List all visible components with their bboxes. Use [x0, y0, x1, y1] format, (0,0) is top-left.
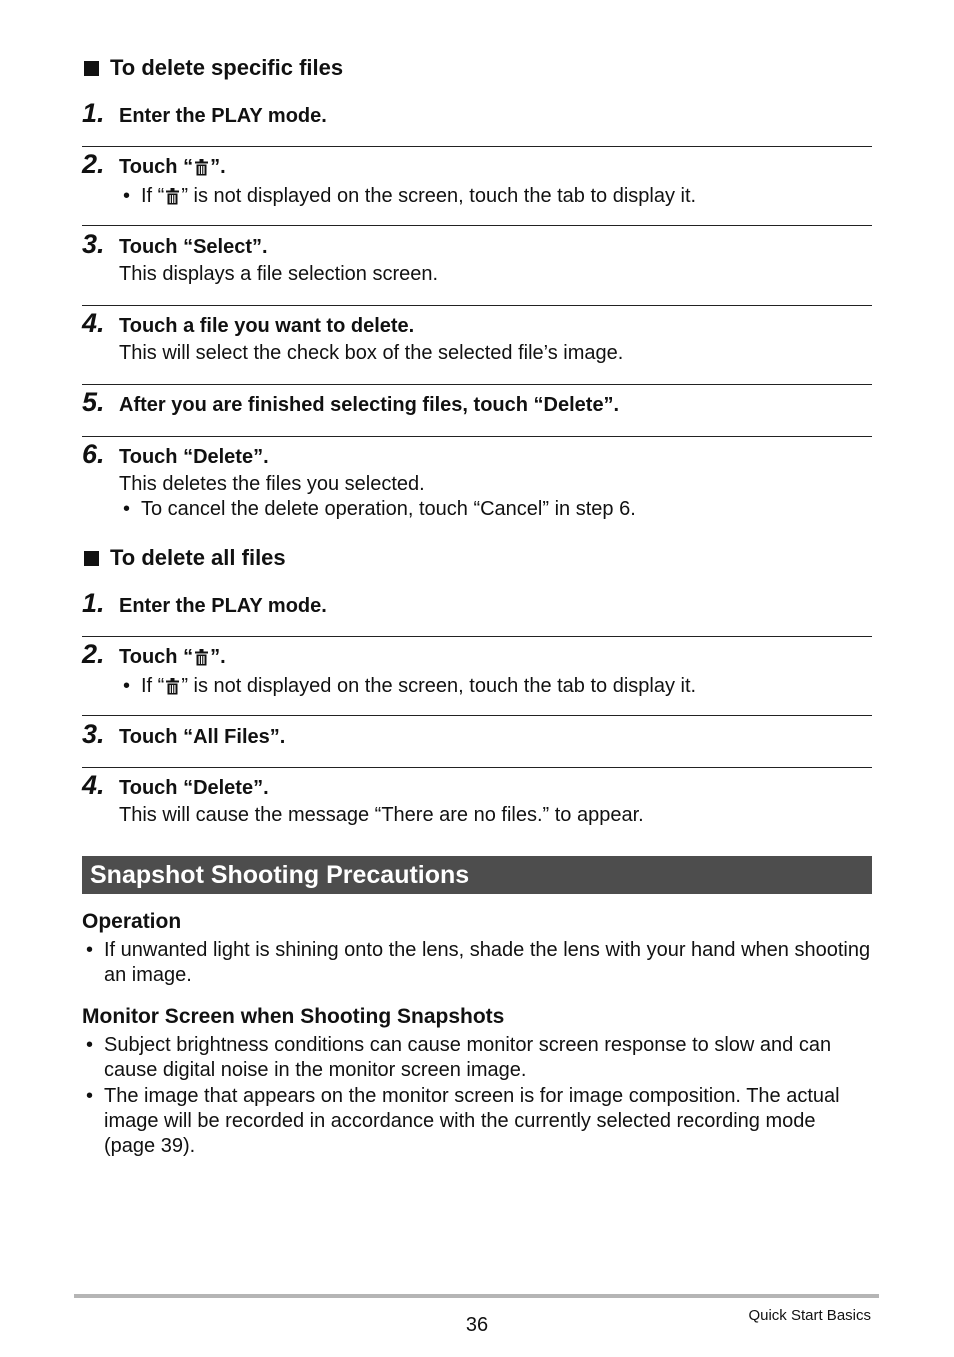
- step-title: Touch a file you want to delete.: [119, 315, 415, 337]
- step-title: After you are finished selecting files, touch “Delete”.: [119, 394, 620, 416]
- step-title: Touch “ ”.: [119, 156, 226, 178]
- monitor-list: [82, 1033, 872, 1159]
- step-title: Touch “Select”.: [119, 236, 268, 258]
- section-banner: Snapshot Shooting Precautions: [82, 856, 872, 894]
- step: [82, 149, 872, 209]
- step: [82, 770, 872, 828]
- step-number: 6.: [82, 439, 105, 469]
- footer-section-label: Quick Start Basics: [748, 1307, 871, 1324]
- step-number: 1.: [82, 98, 105, 128]
- divider: [82, 636, 872, 637]
- trash-icon: [166, 188, 179, 205]
- step-number: 2.: [82, 149, 105, 179]
- section-heading-delete-specific: To delete specific files: [84, 55, 343, 81]
- step: [82, 439, 872, 522]
- step: [82, 639, 872, 699]
- trash-icon: [195, 649, 208, 666]
- divider: [82, 225, 872, 226]
- step-number: 3.: [82, 719, 105, 749]
- divider: [82, 146, 872, 147]
- step-title: Enter the PLAY mode.: [119, 595, 327, 617]
- trash-icon: [166, 678, 179, 695]
- list-item: • The image that appears on the monitor screen is for image composition. The actual image will be recorded in accordance with the currently selected recording mode (page 39).: [86, 1085, 840, 1157]
- step-description: This displays a file selection screen.: [119, 263, 439, 285]
- step: [82, 588, 872, 618]
- step-bullet: • If “ ” is not displayed on the screen, touch the tab to display it.: [123, 185, 697, 207]
- list-item: • If unwanted light is shining onto the lens, shade the lens with your hand when shooting an image.: [86, 939, 871, 986]
- step-description: This deletes the files you selected.: [119, 473, 425, 495]
- step: [82, 387, 872, 417]
- footer-rule: [74, 1294, 879, 1298]
- step-description: This will select the check box of the selected file’s image.: [119, 342, 624, 364]
- step-title: Touch “ ”.: [119, 646, 226, 668]
- step: [82, 308, 872, 366]
- divider: [82, 436, 872, 437]
- step-bullet: • To cancel the delete operation, touch “Cancel” in step 6.: [123, 498, 636, 520]
- step-number: 3.: [82, 229, 105, 259]
- step: [82, 719, 872, 749]
- divider: [82, 305, 872, 306]
- step-title: Touch “Delete”.: [119, 777, 269, 799]
- step-description: This will cause the message “There are no files.” to appear.: [119, 804, 644, 826]
- step: [82, 98, 872, 128]
- step-number: 5.: [82, 387, 105, 417]
- page-number: 36: [465, 1314, 489, 1336]
- divider: [82, 384, 872, 385]
- trash-icon: [195, 159, 208, 176]
- step-title: Touch “Delete”.: [119, 446, 269, 468]
- step: [82, 229, 872, 287]
- step-number: 4.: [82, 770, 105, 800]
- square-bullet-icon: [84, 551, 99, 566]
- section-heading-delete-all: To delete all files: [84, 545, 286, 571]
- step-number: 1.: [82, 588, 105, 618]
- step-title: Enter the PLAY mode.: [119, 105, 327, 127]
- step-number: 2.: [82, 639, 105, 669]
- monitor-heading: Monitor Screen when Shooting Snapshots: [82, 1005, 505, 1028]
- operation-list: [82, 938, 872, 988]
- list-item: • Subject brightness conditions can cause monitor screen response to slow and can cause digital noise in the monitor screen image.: [86, 1034, 832, 1081]
- step-number: 4.: [82, 308, 105, 338]
- square-bullet-icon: [84, 61, 99, 76]
- operation-heading: Operation: [82, 910, 182, 933]
- step-title: Touch “All Files”.: [119, 726, 286, 748]
- divider: [82, 767, 872, 768]
- divider: [82, 715, 872, 716]
- step-bullet: • If “ ” is not displayed on the screen, touch the tab to display it.: [123, 675, 697, 697]
